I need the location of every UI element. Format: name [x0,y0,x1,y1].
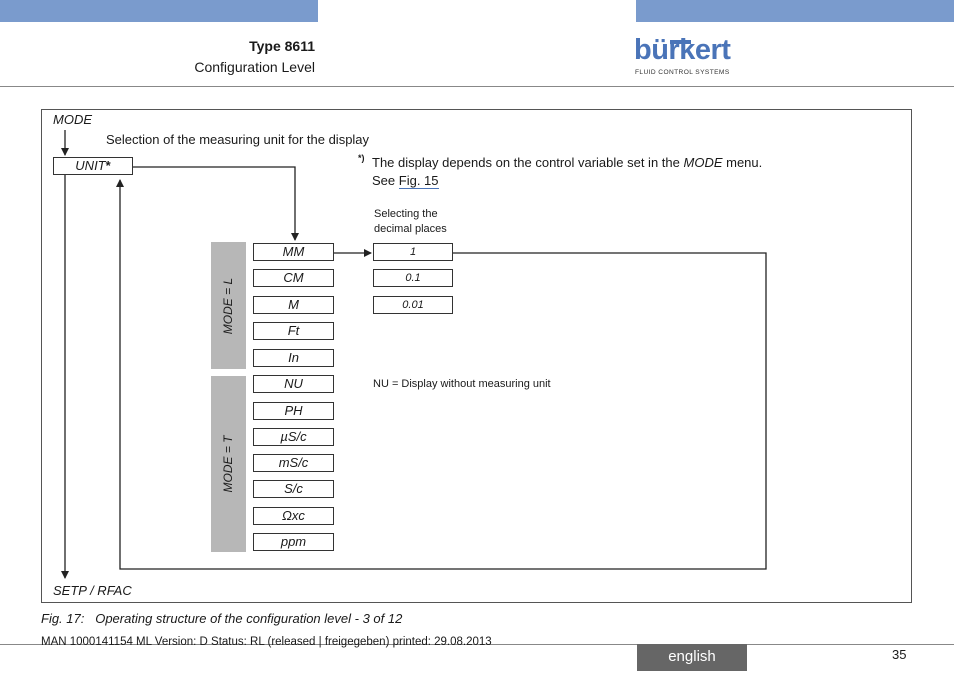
unit-box-in: In [253,349,334,367]
unit-box-m: M [253,296,334,314]
document-title: Type 8611 [249,38,315,54]
unit-box-ppm: ppm [253,533,334,551]
selection-text: Selection of the measuring unit for the display [106,132,370,147]
note-text-post: menu. [726,155,763,170]
note-line-2 [372,173,439,188]
unit-box-ft: Ft [253,322,334,340]
unit-box-ms-c: mS/c [253,454,334,472]
decimal-box-1: 1 [373,243,453,261]
unit-box-nu: NU [253,375,334,393]
decimal-box-0-01: 0.01 [373,296,453,314]
unit-label: UNIT [75,158,106,173]
figure-number: Fig. 17: [41,611,85,626]
unit-box-ohm-xc: Ωxc [253,507,334,525]
nu-note: NU = Display without measuring unit [373,378,551,390]
unit-box-us-c: µS/c [253,428,334,446]
unit-menu-box [53,157,133,175]
note-line-1 [372,155,762,170]
figure-caption [41,611,402,626]
note-link-fig15[interactable]: Fig. 15 [398,173,439,188]
decimal-box-0-1: 0.1 [373,269,453,287]
language-badge: english [637,644,747,671]
document-subtitle: Configuration Level [194,59,315,75]
mode-label: MODE [53,112,92,127]
figure-caption-text: Operating structure of the configuration level - 3 of 12 [95,611,403,626]
document-info-line: MAN 1000141154 ML Version: D Status: RL (released | freigegeben) printed: 29.08.2013 [41,636,492,648]
page-number: 35 [892,647,907,662]
decimal-caption-line2: decimal places [374,223,447,235]
unit-box-mm: MM [253,243,334,261]
unit-box-ph: PH [253,402,334,420]
unit-box-cm: CM [253,269,334,287]
note-text-mode: MODE [683,155,723,170]
note-see: See [372,173,396,188]
setp-rfac-label: SETP / RFAC [53,583,132,598]
mode-l-label: MODE = L [221,277,235,335]
note-marker: *) [358,153,365,163]
logo-tagline: FLUID CONTROL SYSTEMS [635,69,730,76]
unit-box-s-c: S/c [253,480,334,498]
arrow-unit-to-units [132,167,295,240]
mode-t-label: MODE = T [221,435,235,493]
note-text-pre: The display depends on the control variable set in the [372,155,680,170]
decimal-caption-line1: Selecting the [374,208,438,220]
logo-wordmark: bürkert [634,34,731,66]
unit-star: * [105,158,111,173]
